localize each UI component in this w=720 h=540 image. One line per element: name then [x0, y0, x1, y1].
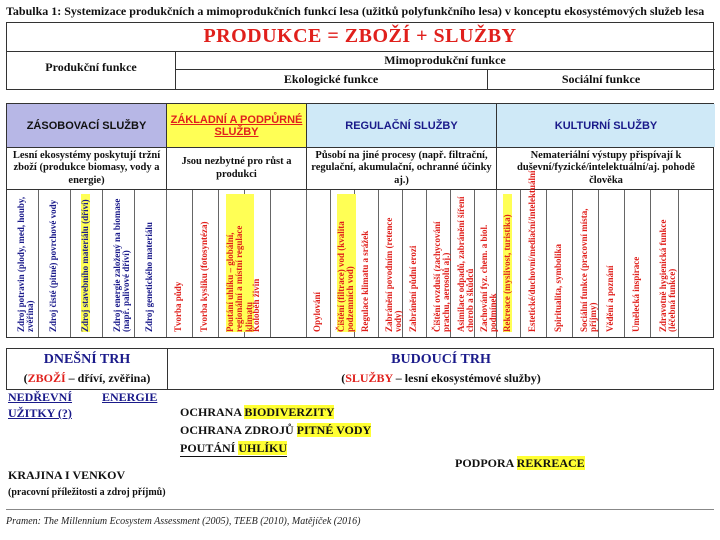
- function-item-label: Poutání uhlíku – globální, regionální a místní regulace klimatu: [226, 194, 254, 332]
- function-item-label: Estetické/duchovní/mediační/intelektuální: [527, 170, 537, 332]
- function-item-label: Zdravotně hygienická funkce (léčebná funkce): [658, 219, 678, 332]
- divider: [7, 51, 713, 52]
- nedrevni-label: NEDŘEVNÍ: [8, 390, 73, 404]
- budouci-trh-subtitle: (SLUŽBY – lesní ekosystémové služby): [341, 371, 541, 385]
- produkce-headline: PRODUKCE = ZBOŽÍ + SLUŽBY: [203, 25, 517, 47]
- function-item-label: Zabránění půdní erozi: [408, 245, 418, 332]
- dnesni-trh-subtitle: (ZBOŽÍ – dříví, zvěřina): [23, 371, 151, 385]
- source-note: Pramen: The Millennium Ecosystem Assessment (2005), TEEB (2010), Matějíček (2016): [6, 516, 361, 527]
- function-item-label: Regulace klimatu a srážek: [360, 230, 370, 332]
- regulacni-sluzby: REGULAČNÍ SLUŽBY: [307, 104, 497, 147]
- function-item-label: Čištění (filtrace) vod (kvalita podzemních vod): [337, 194, 356, 332]
- poutani-uhliku: POUTÁNÍ UHLÍKU: [180, 441, 288, 455]
- socialni-funkce-label: Sociální funkce: [561, 72, 641, 86]
- function-item-label: Asimilace odpadů, zabránění šíření chorob a škůdců: [456, 196, 476, 332]
- function-item-label: Zachování fyz. chem. a biol. podmínek: [479, 224, 499, 332]
- table-caption: Tabulka 1: Systemizace produkčních a mimoprodukčních funkcí lesa (užitků polyfunkčního lesa) v konceptu ekosystémových služeb lesa: [6, 4, 705, 18]
- uzitky-label: UŽITKY (?): [8, 406, 72, 420]
- function-item-label: Zdroj energie založený na biomase (např. palivové dříví): [112, 198, 132, 332]
- function-item-label: Vědění a poznání: [605, 265, 615, 332]
- market-row: [6, 348, 714, 390]
- function-item-label: Opylování: [312, 291, 322, 332]
- function-item-label: Sociální funkce (pracovní místa, příjmy): [579, 208, 599, 332]
- mimoprodukcni-funkce-label: Mimoprodukční funkce: [384, 53, 506, 67]
- function-item-label: Tvorba půdy: [173, 281, 183, 332]
- produkcni-funkce-label: Produkční funkce: [45, 60, 137, 74]
- function-item-label: Zdroj genetického materiálu: [144, 222, 154, 332]
- kulturni-sluzby: KULTURNÍ SLUŽBY: [497, 104, 715, 147]
- podpora-rekreace: PODPORA REKREACE: [455, 456, 585, 470]
- function-item-label: Spiritualita, symbolika: [553, 243, 563, 332]
- desc-regulacni: Působí na jiné procesy (např. filtrační, regulační, akumulační, ochranné účinky aj.): [307, 148, 497, 189]
- ochrana-pitne-vody: OCHRANA ZDROJŮ PITNÉ VODY: [180, 423, 372, 437]
- desc-zasobovaci: Lesní ekosystémy poskytují tržní zboží (produkce biomasy, vody a energie): [7, 148, 167, 189]
- function-item-label: Rekreace (myslivost, turistika): [503, 194, 512, 332]
- function-items-grid: [6, 170, 714, 338]
- descriptions-row: [6, 148, 714, 190]
- krajina-subtitle: (pracovní příležitosti a zdroj příjmů): [8, 487, 166, 498]
- top-table: [6, 22, 714, 90]
- function-item-label: Koloběh živin: [251, 278, 261, 332]
- desc-kulturni: Nemateriální výstupy přispívají k duševní/fyzické/intelektuální/aj. pohodě člověka: [517, 150, 695, 186]
- function-item-label: Umělecká inspirace: [631, 256, 641, 332]
- function-item-label: Zabránění povodním (retence vody): [384, 217, 404, 332]
- krajina-venkov-label: KRAJINA I VENKOV: [8, 468, 126, 482]
- energie-label: ENERGIE: [102, 390, 158, 404]
- divider: [175, 69, 715, 70]
- function-item-label: Zdroj čisté (pitné) povrchové vody: [48, 199, 58, 332]
- divider: [6, 509, 714, 510]
- function-column: [679, 190, 715, 337]
- function-item-label: Tvorba kyslíku (fotosyntéza): [199, 221, 209, 332]
- function-item-label: Čištění ovzduší (zachycování prachu, aerosolů aj.): [432, 221, 452, 332]
- budouci-trh-title: BUDOUCÍ TRH: [391, 352, 491, 367]
- services-band: [6, 103, 714, 148]
- ekologicke-funkce-label: Ekologické funkce: [283, 72, 379, 86]
- ochrana-biodiverzity: OCHRANA BIODIVERZITY: [180, 405, 335, 419]
- function-column: [271, 190, 307, 337]
- function-item-label: Zdroj potravin (plody, med, houby, zvěřina): [16, 196, 36, 332]
- zasobovaci-sluzby: ZÁSOBOVACÍ SLUŽBY: [7, 104, 167, 147]
- desc-zakladni: Jsou nezbytné pro růst a produkci: [167, 148, 307, 189]
- nedrevni-box: [6, 390, 166, 426]
- function-item-label: Zdroj stavebního materiálu (dříví): [81, 194, 90, 332]
- zakladni-podpurne-sluzby: ZÁKLADNÍ A PODPŮRNÉ SLUŽBY: [167, 104, 307, 147]
- dnesni-trh-title: DNEŠNÍ TRH: [43, 352, 131, 367]
